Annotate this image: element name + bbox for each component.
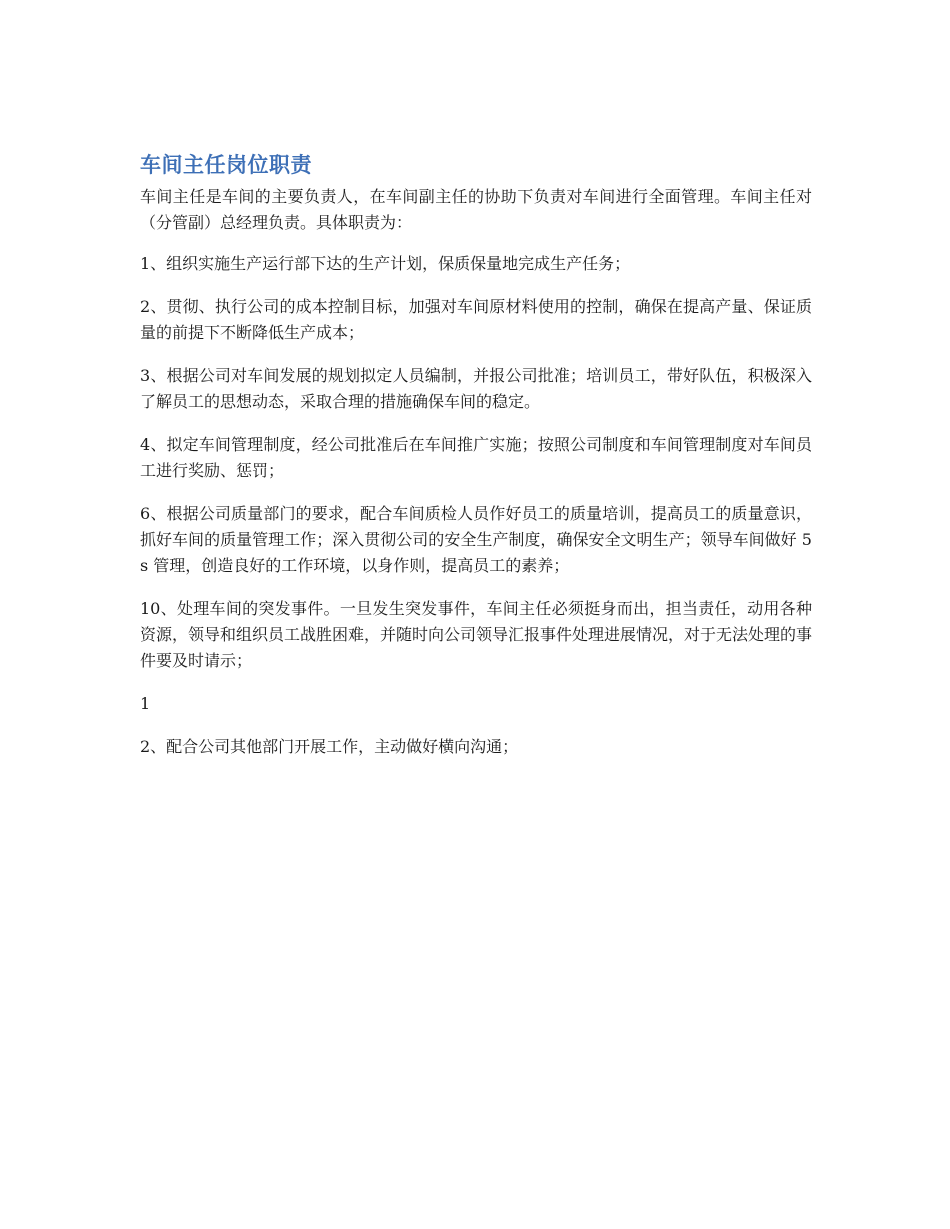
document-page <box>140 150 812 777</box>
paragraph-intro: 车间主任是车间的主要负责人，在车间副主任的协助下负责对车间进行全面管理。车间主任对（分管副）总经理负责。具体职责为： <box>140 187 812 232</box>
paragraph-duty-2: 2、贯彻、执行公司的成本控制目标，加强对车间原材料使用的控制，确保在提高产量、保证质量的前提下不断降低生产成本； <box>140 297 812 342</box>
paragraph-duty-10: 10、处理车间的突发事件。一旦发生突发事件，车间主任必须挺身而出，担当责任，动用各种资源，领导和组织员工战胜困难，并随时向公司领导汇报事件处理进展情况，对于无法处理的事件要及时请示； <box>140 599 813 670</box>
paragraph-number-1: 1 <box>140 694 151 713</box>
paragraph-duty-1: 1、组织实施生产运行部下达的生产计划，保质保量地完成生产任务； <box>140 254 631 273</box>
paragraph-duty-6: 6、根据公司质量部门的要求，配合车间质检人员作好员工的质量培训，提高员工的质量意识，抓好车间的质量管理工作；深入贯彻公司的安全生产制度，确保安全文明生产；领导车间做好 5s 管理，创造良好的工作环境，以身作则，提高员工的素养； <box>140 504 812 575</box>
paragraph-duty-2b: 2、配合公司其他部门开展工作，主动做好横向沟通； <box>140 737 519 756</box>
paragraph-duty-3: 3、根据公司对车间发展的规划拟定人员编制，并报公司批准；培训员工，带好队伍，积极深入了解员工的思想动态，采取合理的措施确保车间的稳定。 <box>140 366 812 411</box>
paragraph-duty-4: 4、拟定车间管理制度，经公司批准后在车间推广实施；按照公司制度和车间管理制度对车间员工进行奖励、惩罚； <box>140 435 812 480</box>
document-title: 车间主任岗位职责 <box>140 153 312 177</box>
